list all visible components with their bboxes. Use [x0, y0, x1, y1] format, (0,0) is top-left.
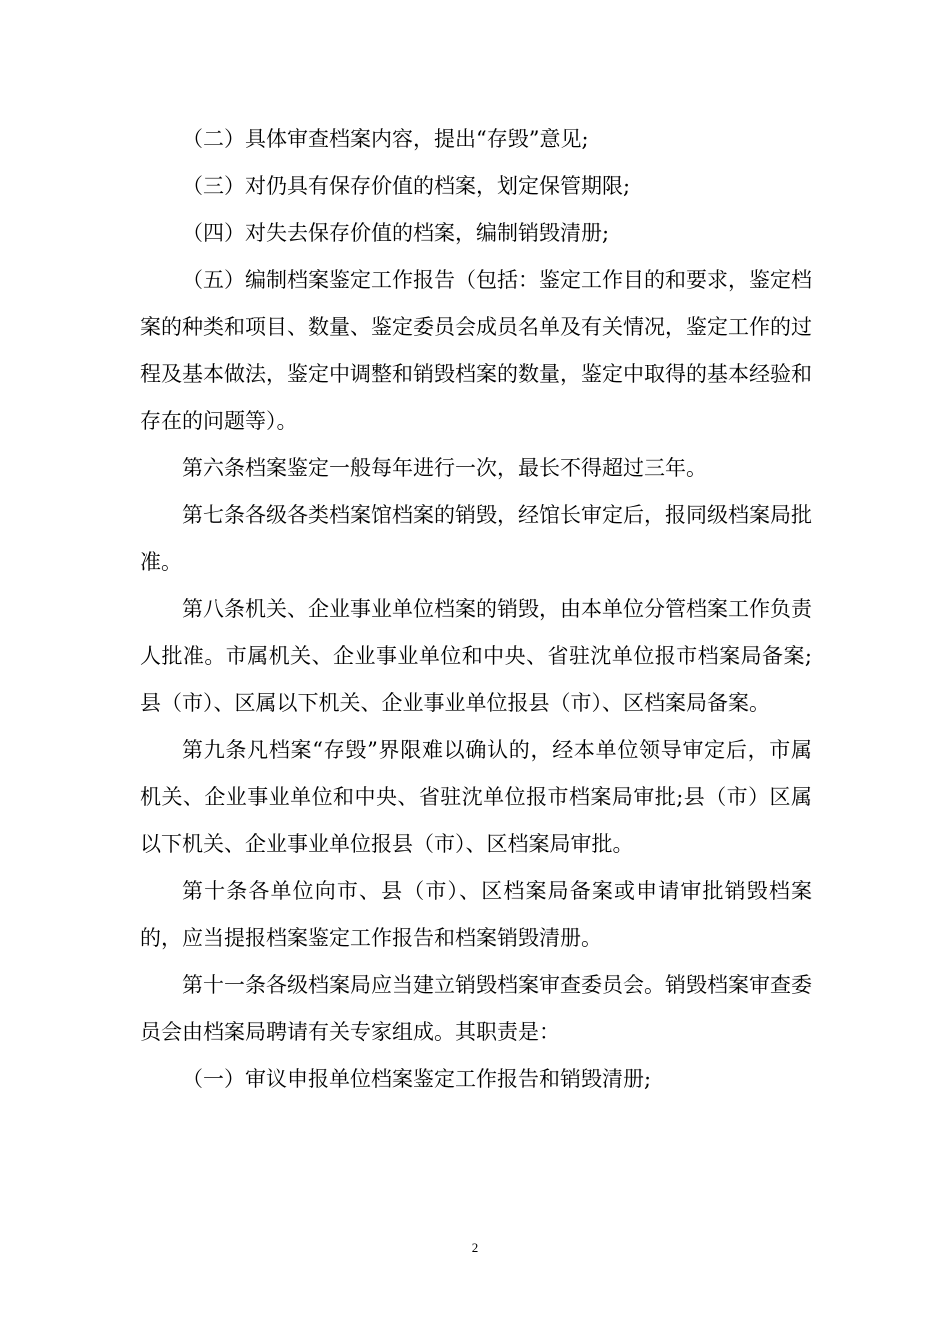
paragraph-article-7: 第七条各级各类档案馆档案的销毁，经馆长审定后，报同级档案局批准。 [140, 503, 812, 574]
paragraph-article-9: 第九条凡档案“存毁”界限难以确认的，经本单位领导审定后，市属机关、企业事业单位和中央、省驻沈单位报市档案局审批;县（市）区属以下机关、企业事业单位报县（市）、区档案局审批。 [140, 738, 812, 856]
paragraph-item-4-destruction-list: （四）对失去保存价值的档案，编制销毁清册; [182, 221, 610, 245]
paragraph-article-6: 第六条档案鉴定一般每年进行一次，最长不得超过三年。 [182, 456, 707, 480]
page-number: 2 [471, 1240, 479, 1255]
paragraph-article-11: 第十一条各级档案局应当建立销毁档案审查委员会。销毁档案审查委员会由档案局聘请有关专家组成。其职责是： [140, 973, 812, 1044]
paragraph-item-1-review-report: （一）审议申报单位档案鉴定工作报告和销毁清册; [182, 1067, 652, 1091]
paragraph-article-8: 第八条机关、企业事业单位档案的销毁，由本单位分管档案工作负责人批准。市属机关、企业事业单位和中央、省驻沈单位报市档案局备案;县（市）、区属以下机关、企业事业单位报县（市）、区档案局备案。 [140, 597, 812, 715]
paragraph-item-5-appraisal-report: （五）编制档案鉴定工作报告（包括：鉴定工作目的和要求，鉴定档案的种类和项目、数量、鉴定委员会成员名单及有关情况，鉴定工作的过程及基本做法，鉴定中调整和销毁档案的数量，鉴定中取得的基本经验和存在的问题等）。 [140, 268, 812, 433]
paragraph-item-3-retention-period: （三）对仍具有保存价值的档案，划定保管期限; [182, 174, 631, 198]
paragraph-item-2-review-content: （二）具体审查档案内容，提出“存毁”意见; [182, 127, 589, 151]
document-body [140, 116, 812, 1103]
paragraph-article-10: 第十条各单位向市、县（市）、区档案局备案或申请审批销毁档案的，应当提报档案鉴定工作报告和档案销毁清册。 [140, 879, 812, 950]
